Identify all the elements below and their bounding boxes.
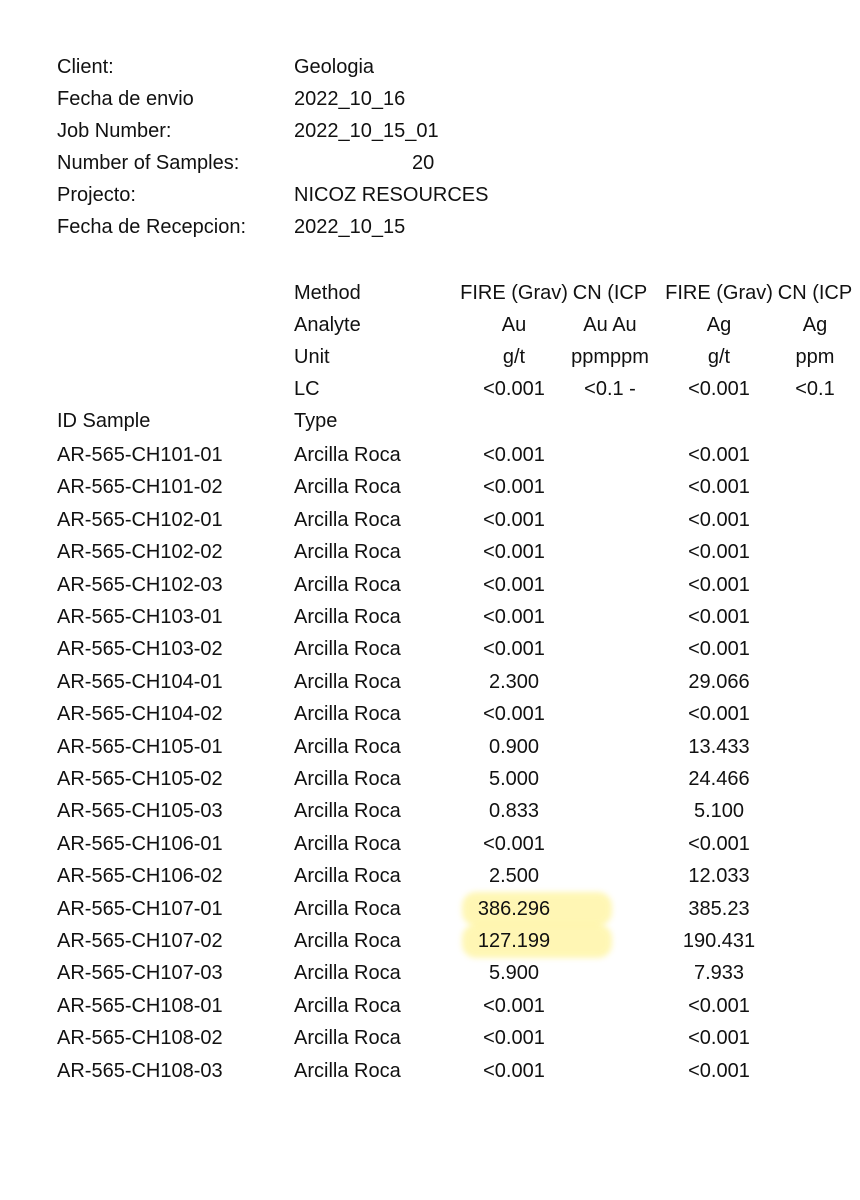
au-value: <0.001 <box>483 444 545 466</box>
lc-label: LC <box>294 378 320 400</box>
au-value: <0.001 <box>483 1027 545 1049</box>
method-label: Method <box>294 282 361 304</box>
ag-value: <0.001 <box>688 638 750 660</box>
analyte-au-cn: Au Au <box>583 314 637 336</box>
fecha-envio-label: Fecha de envio <box>57 88 194 110</box>
fecha-envio-value: 2022_10_16 <box>294 88 406 110</box>
ag-value: <0.001 <box>688 574 750 596</box>
sample-id: AR-565-CH102-03 <box>57 574 223 596</box>
sample-id: AR-565-CH102-02 <box>57 541 223 563</box>
ag-value: <0.001 <box>688 833 750 855</box>
sample-type: Arcilla Roca <box>294 833 401 855</box>
sample-type: Arcilla Roca <box>294 800 401 822</box>
sample-type: Arcilla Roca <box>294 444 401 466</box>
sample-type: Arcilla Roca <box>294 606 401 628</box>
analyte-ag-cn: Ag <box>802 314 828 336</box>
ag-value: <0.001 <box>688 995 750 1017</box>
ag-value: <0.001 <box>688 541 750 563</box>
lc-au-fire: <0.001 <box>483 378 545 400</box>
ag-value: 13.433 <box>688 736 750 758</box>
sample-id: AR-565-CH103-01 <box>57 606 223 628</box>
sample-id: AR-565-CH107-03 <box>57 962 223 984</box>
sample-type: Arcilla Roca <box>294 476 401 498</box>
au-value: 127.199 <box>477 930 551 952</box>
au-value: 2.500 <box>488 865 540 887</box>
ag-value: 12.033 <box>688 865 750 887</box>
unit-ag-fire: g/t <box>707 346 731 368</box>
sample-type: Arcilla Roca <box>294 703 401 725</box>
ag-value: 190.431 <box>682 930 756 952</box>
number-of-samples-label: Number of Samples: <box>57 152 240 174</box>
sample-type: Arcilla Roca <box>294 930 401 952</box>
ag-value: 5.100 <box>693 800 745 822</box>
sample-type: Arcilla Roca <box>294 962 401 984</box>
sample-id: AR-565-CH104-02 <box>57 703 223 725</box>
ag-value: 24.466 <box>688 768 750 790</box>
au-value: <0.001 <box>483 1060 545 1082</box>
project-label: Projecto: <box>57 184 136 206</box>
lc-ag-fire: <0.001 <box>688 378 750 400</box>
sample-type: Arcilla Roca <box>294 509 401 531</box>
sample-type: Arcilla Roca <box>294 995 401 1017</box>
ag-value: <0.001 <box>688 509 750 531</box>
ag-value: <0.001 <box>688 703 750 725</box>
au-value: 2.300 <box>488 671 540 693</box>
ag-value: 385.23 <box>688 898 750 920</box>
sample-id: AR-565-CH102-01 <box>57 509 223 531</box>
method-ag-cn: CN (ICP <box>777 282 853 304</box>
ag-value: 7.933 <box>693 962 745 984</box>
sample-id: AR-565-CH105-01 <box>57 736 223 758</box>
unit-ag-cn: ppm <box>795 346 835 368</box>
sample-type: Arcilla Roca <box>294 736 401 758</box>
ag-value: 29.066 <box>688 671 750 693</box>
au-value: <0.001 <box>483 509 545 531</box>
sample-id: AR-565-CH107-02 <box>57 930 223 952</box>
au-value: 0.833 <box>488 800 540 822</box>
project-value: NICOZ RESOURCES <box>294 184 489 206</box>
au-value: <0.001 <box>483 703 545 725</box>
ag-value: <0.001 <box>688 606 750 628</box>
sample-id: AR-565-CH106-01 <box>57 833 223 855</box>
unit-au-fire: g/t <box>502 346 526 368</box>
type-label: Type <box>294 410 338 432</box>
analyte-ag-fire: Ag <box>706 314 732 336</box>
method-au-cn: CN (ICP <box>572 282 648 304</box>
ag-value: <0.001 <box>688 444 750 466</box>
sample-type: Arcilla Roca <box>294 1060 401 1082</box>
au-value: <0.001 <box>483 606 545 628</box>
analyte-au-fire: Au <box>501 314 527 336</box>
au-value: 386.296 <box>477 898 551 920</box>
sample-type: Arcilla Roca <box>294 541 401 563</box>
sample-type: Arcilla Roca <box>294 671 401 693</box>
au-value: <0.001 <box>483 574 545 596</box>
client-label: Client: <box>57 56 114 78</box>
sample-type: Arcilla Roca <box>294 898 401 920</box>
ag-value: <0.001 <box>688 1060 750 1082</box>
sample-type: Arcilla Roca <box>294 768 401 790</box>
sample-id: AR-565-CH108-02 <box>57 1027 223 1049</box>
sample-id: AR-565-CH105-02 <box>57 768 223 790</box>
analyte-label: Analyte <box>294 314 361 336</box>
ag-value: <0.001 <box>688 1027 750 1049</box>
lc-ag-cn: <0.1 <box>795 378 835 400</box>
ag-value: <0.001 <box>688 476 750 498</box>
sample-id: AR-565-CH107-01 <box>57 898 223 920</box>
method-ag-fire: FIRE (Grav) <box>665 282 773 304</box>
au-value: <0.001 <box>483 541 545 563</box>
fecha-recepcion-label: Fecha de Recepcion: <box>57 216 247 238</box>
job-number-label: Job Number: <box>57 120 172 142</box>
sample-type: Arcilla Roca <box>294 1027 401 1049</box>
lc-au-cn: <0.1 - <box>584 378 636 400</box>
number-of-samples-value: 20 <box>412 152 435 174</box>
au-value: <0.001 <box>483 638 545 660</box>
au-value: <0.001 <box>483 833 545 855</box>
job-number-value: 2022_10_15_01 <box>294 120 439 142</box>
sample-id: AR-565-CH105-03 <box>57 800 223 822</box>
id-sample-label: ID Sample <box>57 410 151 432</box>
au-value: 5.000 <box>488 768 540 790</box>
sample-type: Arcilla Roca <box>294 574 401 596</box>
sample-type: Arcilla Roca <box>294 638 401 660</box>
unit-au-cn: ppmppm <box>571 346 649 368</box>
sample-id: AR-565-CH108-03 <box>57 1060 223 1082</box>
unit-label: Unit <box>294 346 330 368</box>
sample-id: AR-565-CH103-02 <box>57 638 223 660</box>
sample-id: AR-565-CH104-01 <box>57 671 223 693</box>
sample-id: AR-565-CH106-02 <box>57 865 223 887</box>
au-value: <0.001 <box>483 476 545 498</box>
au-value: 0.900 <box>488 736 540 758</box>
method-au-fire: FIRE (Grav) <box>460 282 568 304</box>
au-value: 5.900 <box>488 962 540 984</box>
fecha-recepcion-value: 2022_10_15 <box>294 216 406 238</box>
sample-id: AR-565-CH108-01 <box>57 995 223 1017</box>
sample-type: Arcilla Roca <box>294 865 401 887</box>
sample-id: AR-565-CH101-01 <box>57 444 223 466</box>
client-value: Geologia <box>294 56 375 78</box>
au-value: <0.001 <box>483 995 545 1017</box>
sample-id: AR-565-CH101-02 <box>57 476 223 498</box>
